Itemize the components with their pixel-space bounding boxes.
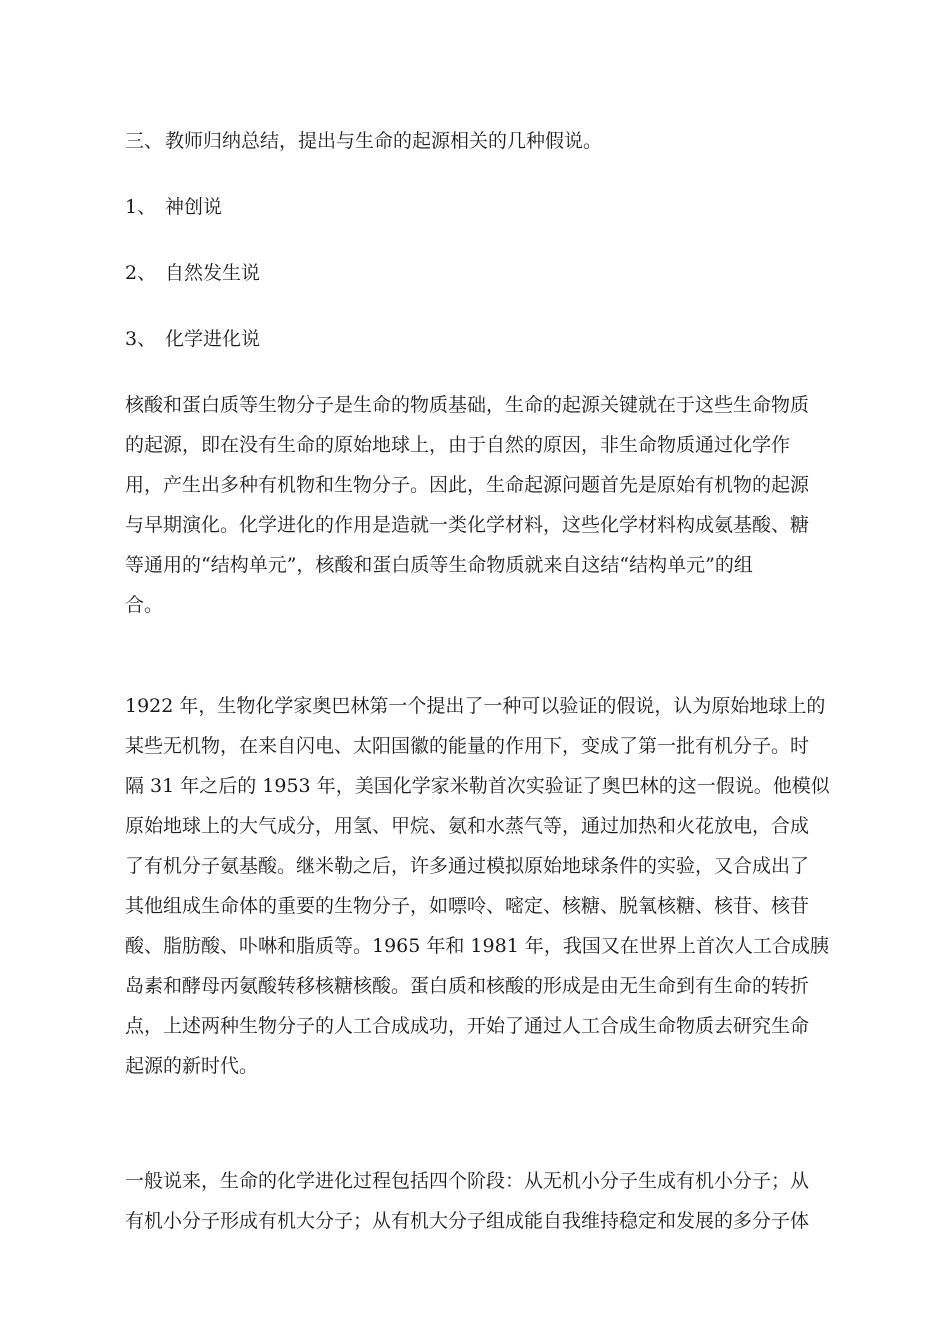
paragraph-line: 1922 年，生物化学家奥巴林第一个提出了一种可以验证的假说，认为原始地球上的 [125,695,826,717]
paragraph-line: 等通用的“结构单元”，核酸和蛋白质等生命物质就来自这结“结构单元”的组 [125,554,753,576]
hypothesis-text: 自然发生说 [165,262,261,284]
section-number: 三、 [125,130,164,152]
paragraph-line: 与早期演化。化学进化的作用是造就一类化学材料，这些化学材料构成氨基酸、糖 [125,514,810,536]
hypothesis-number: 3、 [125,328,157,350]
paragraph-line: 合。 [125,594,164,616]
hypothesis-number: 1、 [125,196,157,218]
paragraph-line: 核酸和蛋白质等生物分子是生命的物质基础，生命的起源关键就在于这些生命物质 [125,394,810,416]
paragraph-chemical-evolution [125,385,809,625]
hypothesis-text: 神创说 [165,196,223,218]
paragraph-line: 某些无机物，在来自闪电、太阳国徽的能量的作用下，变成了第一批有机分子。时 [125,735,810,757]
paragraph-line: 起源的新时代。 [125,1055,259,1077]
paragraph-line: 用，产生出多种有机物和生物分子。因此，生命起源问题首先是原始有机物的起源 [125,474,810,496]
paragraph-line: 隔 31 年之后的 1953 年，美国化学家米勒首次实验证了奥巴林的这一假说。他模似 [125,775,830,797]
paragraph-history [125,686,830,1086]
hypothesis-text: 化学进化说 [165,328,261,350]
paragraph-line: 有机小分子形成有机大分子；从有机大分子组成能自我维持稳定和发展的多分子体 [125,1210,810,1232]
paragraph-line: 一般说来，生命的化学进化过程包括四个阶段：从无机小分子生成有机小分子；从 [125,1170,810,1192]
paragraph-line: 岛素和酵母丙氨酸转移核糖核酸。蛋白质和核酸的形成是由无生命到有生命的转折 [125,975,810,997]
section-heading [125,127,602,155]
section-title: 教师归纳总结，提出与生命的起源相关的几种假说。 [165,130,603,152]
paragraph-line: 酸、脂肪酸、卟啉和脂质等。1965 年和 1981 年，我国又在世界上首次人工合成胰 [125,935,829,957]
paragraph-line: 的起源，即在没有生命的原始地球上，由于自然的原因，非生命物质通过化学作 [125,434,791,456]
paragraph-stages [125,1161,809,1241]
hypothesis-item [125,193,222,221]
paragraph-line: 原始地球上的大气成分，用氢、甲烷、氨和水蒸气等，通过加热和火花放电，合成 [125,815,810,837]
hypothesis-item [125,325,260,353]
paragraph-line: 其他组成生命体的重要的生物分子，如嘌呤、嘧定、核糖、脱氧核糖、核苷、核苷 [125,895,810,917]
hypothesis-number: 2、 [125,262,157,284]
paragraph-line: 点，上述两种生物分子的人工合成成功，开始了通过人工合成生命物质去研究生命 [125,1015,810,1037]
hypothesis-item [125,259,260,287]
paragraph-line: 了有机分子氨基酸。继米勒之后，许多通过模拟原始地球条件的实验，又合成出了 [125,855,810,877]
